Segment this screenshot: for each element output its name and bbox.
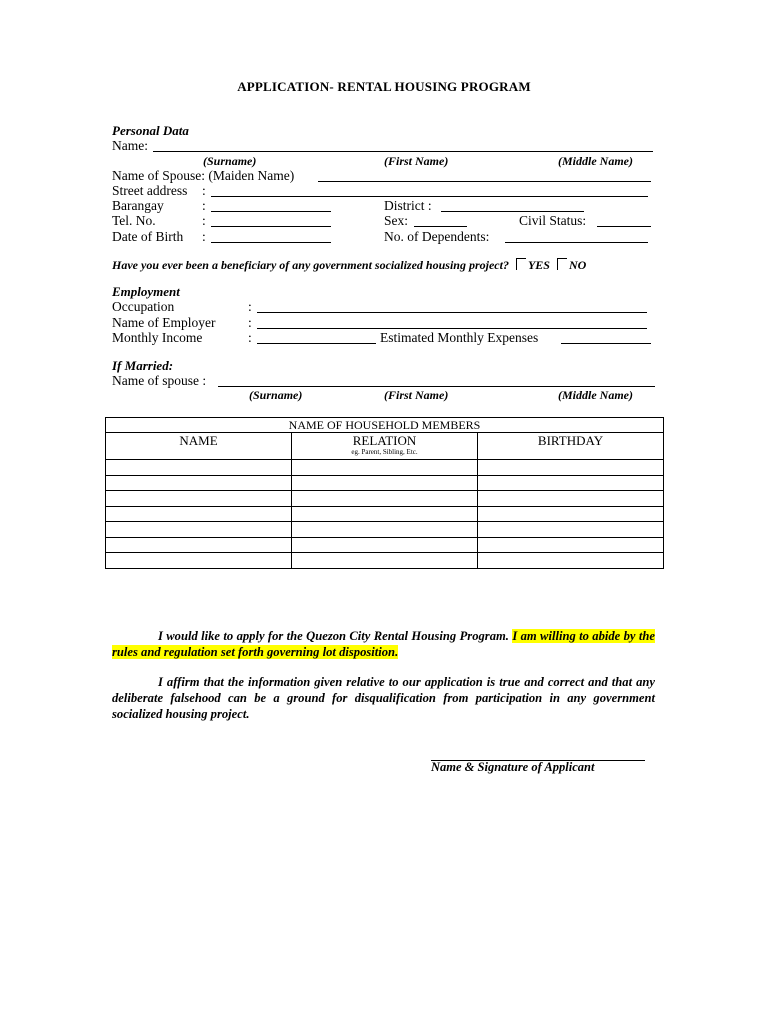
barangay-colon: : — [202, 198, 206, 213]
column-relation-header — [292, 433, 478, 460]
affirmation-statement-text: I affirm that the information given relative to our application is true and correct and that any deliberate falsehood can be a ground for disqualification from participation in any government socialized housing project. — [112, 675, 655, 721]
application-statement — [112, 628, 655, 660]
member-name-cell[interactable] — [106, 522, 292, 538]
member-relation-cell[interactable] — [292, 491, 478, 507]
dob-field[interactable] — [211, 242, 331, 243]
column-name-label: NAME — [179, 433, 218, 448]
barangay-field[interactable] — [211, 211, 331, 212]
street-label: Street address — [112, 183, 188, 198]
column-name-header — [106, 433, 292, 460]
highlighted-commitment: I am willing to abide by the rules and regulation set forth governing lot disposition. — [112, 629, 655, 659]
member-birthday-cell[interactable] — [478, 491, 664, 507]
tel-label: Tel. No. — [112, 213, 156, 228]
affirmation-statement — [112, 674, 655, 722]
member-relation-cell[interactable] — [292, 460, 478, 476]
dob-label: Date of Birth — [112, 229, 184, 244]
beneficiary-question — [112, 258, 586, 273]
table-row — [106, 491, 664, 507]
column-relation-label: RELATION — [352, 433, 417, 448]
employer-label: Name of Employer — [112, 315, 216, 330]
spouse-surname-caption: (Surname) — [249, 388, 303, 402]
member-name-cell[interactable] — [106, 506, 292, 522]
spouse-label: Name of spouse : — [112, 373, 207, 388]
table-row — [106, 553, 664, 569]
member-name-cell[interactable] — [106, 475, 292, 491]
table-row — [106, 475, 664, 491]
spouse-first-name-caption: (First Name) — [384, 388, 449, 402]
column-birthday-label: BIRTHDAY — [537, 433, 604, 448]
spouse-maiden-field[interactable] — [318, 181, 651, 182]
spouse-field[interactable] — [218, 386, 655, 387]
no-checkbox[interactable] — [557, 258, 567, 270]
household-table-caption: NAME OF HOUSEHOLD MEMBERS — [106, 418, 664, 433]
application-statement-text: I would like to apply for the Quezon City Rental Housing Program. — [158, 629, 509, 643]
street-colon: : — [202, 183, 206, 198]
member-name-cell[interactable] — [106, 491, 292, 507]
member-name-cell[interactable] — [106, 537, 292, 553]
beneficiary-question-text: Have you ever been a beneficiary of any government socialized housing project? — [112, 258, 509, 272]
name-field[interactable] — [153, 151, 653, 152]
income-label: Monthly Income — [112, 330, 203, 345]
sex-field[interactable] — [414, 226, 467, 227]
member-relation-cell[interactable] — [292, 553, 478, 569]
table-row — [106, 522, 664, 538]
barangay-label: Barangay — [112, 198, 164, 213]
civil-status-label: Civil Status: — [519, 213, 587, 228]
member-relation-cell[interactable] — [292, 522, 478, 538]
yes-label: YES — [527, 258, 550, 272]
member-birthday-cell[interactable] — [478, 522, 664, 538]
employer-colon: : — [248, 315, 252, 330]
column-birthday-header — [478, 433, 664, 460]
member-relation-cell[interactable] — [292, 506, 478, 522]
form-title: APPLICATION- RENTAL HOUSING PROGRAM — [237, 79, 531, 94]
member-birthday-cell[interactable] — [478, 553, 664, 569]
occupation-colon: : — [248, 299, 252, 314]
member-name-cell[interactable] — [106, 460, 292, 476]
civil-status-field[interactable] — [597, 226, 651, 227]
household-members-table — [105, 417, 664, 569]
dob-colon: : — [202, 229, 206, 244]
sex-label: Sex: — [384, 213, 409, 228]
member-birthday-cell[interactable] — [478, 506, 664, 522]
district-field[interactable] — [441, 211, 584, 212]
occupation-label: Occupation — [112, 299, 175, 314]
table-row — [106, 460, 664, 476]
spouse-middle-name-caption: (Middle Name) — [558, 388, 633, 402]
occupation-field[interactable] — [257, 312, 647, 313]
middle-name-caption: (Middle Name) — [558, 154, 633, 168]
table-row — [106, 537, 664, 553]
member-birthday-cell[interactable] — [478, 460, 664, 476]
name-label: Name: — [112, 138, 148, 153]
district-label: District : — [384, 198, 432, 213]
member-relation-cell[interactable] — [292, 537, 478, 553]
employer-field[interactable] — [257, 328, 647, 329]
member-birthday-cell[interactable] — [478, 475, 664, 491]
income-colon: : — [248, 330, 252, 345]
income-field[interactable] — [257, 343, 376, 344]
spouse-maiden-label: Name of Spouse: (Maiden Name) — [112, 168, 295, 183]
personal-data-heading: Personal Data — [112, 123, 189, 138]
street-field[interactable] — [211, 196, 648, 197]
member-name-cell[interactable] — [106, 553, 292, 569]
tel-field[interactable] — [211, 226, 331, 227]
expenses-label: Estimated Monthly Expenses — [380, 330, 539, 345]
no-label: NO — [568, 258, 587, 272]
table-row — [106, 506, 664, 522]
first-name-caption: (First Name) — [384, 154, 449, 168]
expenses-field[interactable] — [561, 343, 651, 344]
dependents-label: No. of Dependents: — [384, 229, 490, 244]
column-relation-hint: eg. Parent, Sibling, Etc. — [351, 448, 418, 456]
employment-heading: Employment — [112, 284, 180, 299]
dependents-field[interactable] — [505, 242, 648, 243]
yes-checkbox[interactable] — [516, 258, 526, 270]
member-relation-cell[interactable] — [292, 475, 478, 491]
surname-caption: (Surname) — [203, 154, 257, 168]
member-birthday-cell[interactable] — [478, 537, 664, 553]
if-married-heading: If Married: — [112, 358, 174, 373]
tel-colon: : — [202, 213, 206, 228]
signature-label: Name & Signature of Applicant — [431, 760, 595, 774]
